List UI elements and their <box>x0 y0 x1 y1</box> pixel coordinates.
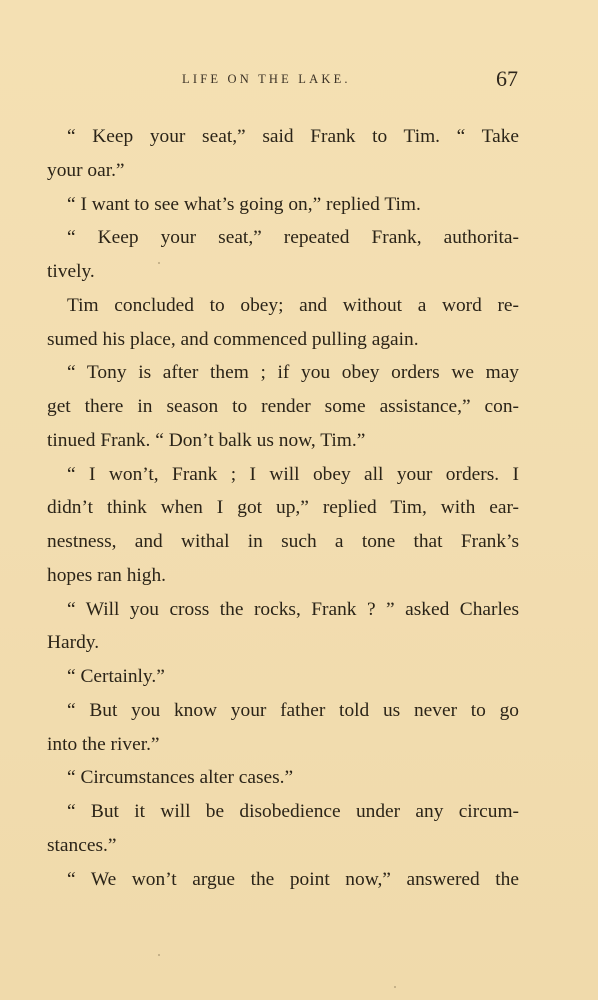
text-line: your oar.” <box>47 159 125 181</box>
text-line: “ Will you cross the rocks, Frank ? ” asked Charles <box>67 598 519 620</box>
paper-speck <box>158 954 160 956</box>
running-title: LIFE ON THE LAKE. <box>182 72 351 86</box>
text-line: “ Tony is after them ; if you obey orders we may <box>67 362 519 384</box>
page-number: 67 <box>496 66 518 91</box>
text-line: “ But it will be disobedience under any circum- <box>67 801 519 822</box>
text-line: tinued Frank. “ Don’t balk us now, Tim.” <box>47 429 366 451</box>
text-line: “ Keep your seat,” repeated Frank, authorita- <box>67 227 519 249</box>
text-line: sumed his place, and commenced pulling again. <box>47 328 419 350</box>
running-head <box>0 66 598 96</box>
text-line: “ We won’t argue the point now,” answered the <box>67 868 519 890</box>
text-line: tively. <box>47 261 95 282</box>
text-line: hopes ran high. <box>47 564 167 586</box>
paper-speck <box>158 262 160 264</box>
text-line: “ But you know your father told us never to go <box>67 699 519 721</box>
text-line: “ Keep your seat,” said Frank to Tim. “ Take <box>67 126 519 147</box>
paper-speck <box>394 986 396 988</box>
text-line: nestness, and withal in such a tone that Frank’s <box>47 531 519 552</box>
text-line: “ Certainly.” <box>67 666 165 687</box>
text-line: into the river.” <box>47 733 160 755</box>
text-line: stances.” <box>47 834 117 856</box>
text-line: “ I won’t, Frank ; I will obey all your orders. I <box>67 463 519 485</box>
text-line: get there in season to render some assistance,” con- <box>47 396 519 417</box>
text-line: Tim concluded to obey; and without a word re- <box>67 294 519 316</box>
text-line: “ I want to see what’s going on,” replied Tim. <box>67 193 421 215</box>
text-line: “ Circumstances alter cases.” <box>67 767 294 789</box>
text-line: Hardy. <box>47 632 100 654</box>
body-text <box>47 120 519 896</box>
text-line: didn’t think when I got up,” replied Tim, with ear- <box>47 497 519 519</box>
